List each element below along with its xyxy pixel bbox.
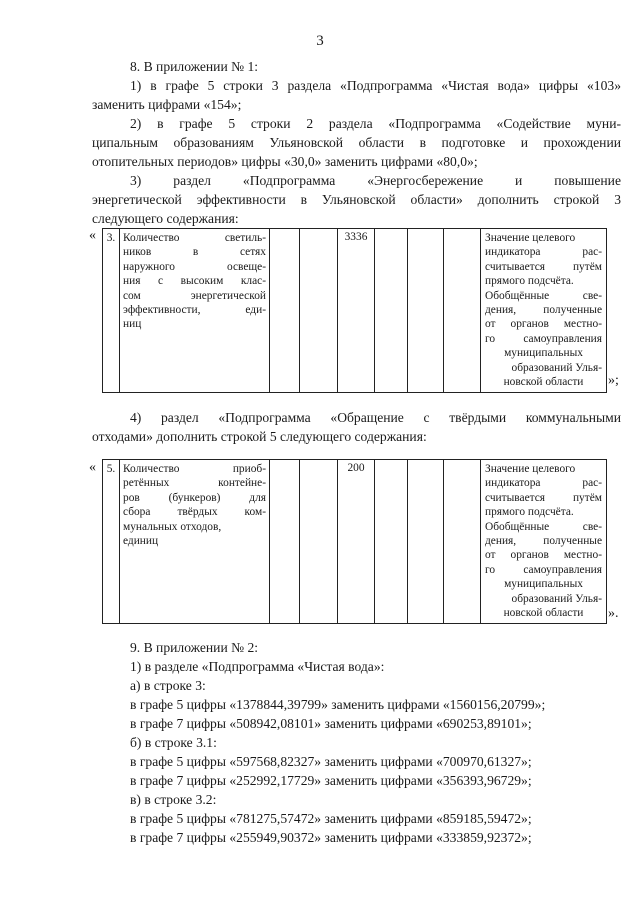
table2-cell-empty bbox=[300, 460, 338, 624]
table1 bbox=[102, 228, 607, 393]
table2-cell-empty bbox=[270, 460, 300, 624]
table2-open-quote: « bbox=[89, 460, 96, 475]
table2 bbox=[102, 459, 607, 624]
table2-close-quote: ». bbox=[608, 606, 619, 621]
table1-row-number: 3. bbox=[103, 229, 120, 393]
table2-row-number: 5. bbox=[103, 460, 120, 624]
item4-line2: отходами» дополнить строкой 5 следующего содержания: bbox=[92, 429, 427, 444]
section8-item3-line1: 3) раздел «Подпрограмма «Энергосбережение и повышение bbox=[130, 173, 621, 188]
section9-line: в графе 5 цифры «1378844,39799» заменить цифрами «1560156,20799»; bbox=[130, 697, 546, 712]
section8-heading: 8. В приложении № 1: bbox=[130, 59, 259, 74]
section9-line: в) в строке 3.2: bbox=[130, 792, 217, 807]
section8-item1-line1: 1) в графе 5 строки 3 раздела «Подпрограмма «Чистая вода» цифры «103» bbox=[130, 78, 621, 93]
table2-indicator-name: Количество приоб- ретённых контейне- ров (бункеров) для сбора твёрдых ком- мунальных отходов, единиц bbox=[120, 460, 270, 624]
table2-cell-empty bbox=[375, 460, 408, 624]
item4-line1: 4) раздел «Подпрограмма «Обращение с твёрдыми коммунальными bbox=[130, 410, 621, 425]
table2-note: Значение целевого индикатора рас- считывается путём прямого подсчёта. Обобщённые све- дения, полученные от органов местно- го самоуправления муниципальных образований Улья- новской области bbox=[481, 460, 607, 624]
section9-line: в графе 5 цифры «781275,57472» заменить цифрами «859185,59472»; bbox=[130, 811, 532, 826]
table1-cell-empty bbox=[300, 229, 338, 393]
table1-cell-empty bbox=[270, 229, 300, 393]
section9-heading: 9. В приложении № 2: bbox=[130, 640, 259, 655]
section8-item3-line3: следующего содержания: bbox=[92, 211, 239, 226]
table1-open-quote: « bbox=[89, 228, 96, 243]
table1-indicator-name: Количество светиль- ников в сетях наружного освеще- ния с высоким клас- сом энергетической эффективности, еди- ниц bbox=[120, 229, 270, 393]
table2-cell-empty bbox=[444, 460, 481, 624]
table1-cell-empty bbox=[375, 229, 408, 393]
section9-line: в графе 7 цифры «255949,90372» заменить цифрами «333859,92372»; bbox=[130, 830, 532, 845]
section9-line: б) в строке 3.1: bbox=[130, 735, 217, 750]
page-number: 3 bbox=[316, 33, 324, 49]
table1-cell-empty bbox=[444, 229, 481, 393]
table2-value: 200 bbox=[338, 460, 375, 624]
section9-line: 1) в разделе «Подпрограмма «Чистая вода»: bbox=[130, 659, 385, 674]
section9-line: а) в строке 3: bbox=[130, 678, 206, 693]
section9-line: в графе 7 цифры «508942,08101» заменить цифрами «690253,89101»; bbox=[130, 716, 532, 731]
table2-cell-empty bbox=[408, 460, 444, 624]
table1-cell-empty bbox=[408, 229, 444, 393]
table1-note: Значение целевого индикатора рас- считывается путём прямого подсчёта. Обобщённые све- дения, полученные от органов местно- го самоуправления муниципальных образований Улья- новской области bbox=[481, 229, 607, 393]
table1-value: 3336 bbox=[338, 229, 375, 393]
section9-line: в графе 5 цифры «597568,82327» заменить цифрами «700970,61327»; bbox=[130, 754, 532, 769]
section9-line: в графе 7 цифры «252992,17729» заменить цифрами «356393,96729»; bbox=[130, 773, 532, 788]
section8-item2-line2: ципальным образованиям Ульяновской области в подготовке и прохождении bbox=[92, 135, 621, 150]
section8-item3-line2: энергетической эффективности в Ульяновской области» дополнить строкой 3 bbox=[92, 192, 621, 207]
table1-close-quote: »; bbox=[608, 373, 619, 388]
section8-item2-line3: отопительных периодов» цифры «30,0» заменить цифрами «80,0»; bbox=[92, 154, 478, 169]
section8-item2-line1: 2) в графе 5 строки 2 раздела «Подпрограмма «Содействие муни- bbox=[130, 116, 621, 131]
section8-item1-line2: заменить цифрами «154»; bbox=[92, 97, 242, 112]
